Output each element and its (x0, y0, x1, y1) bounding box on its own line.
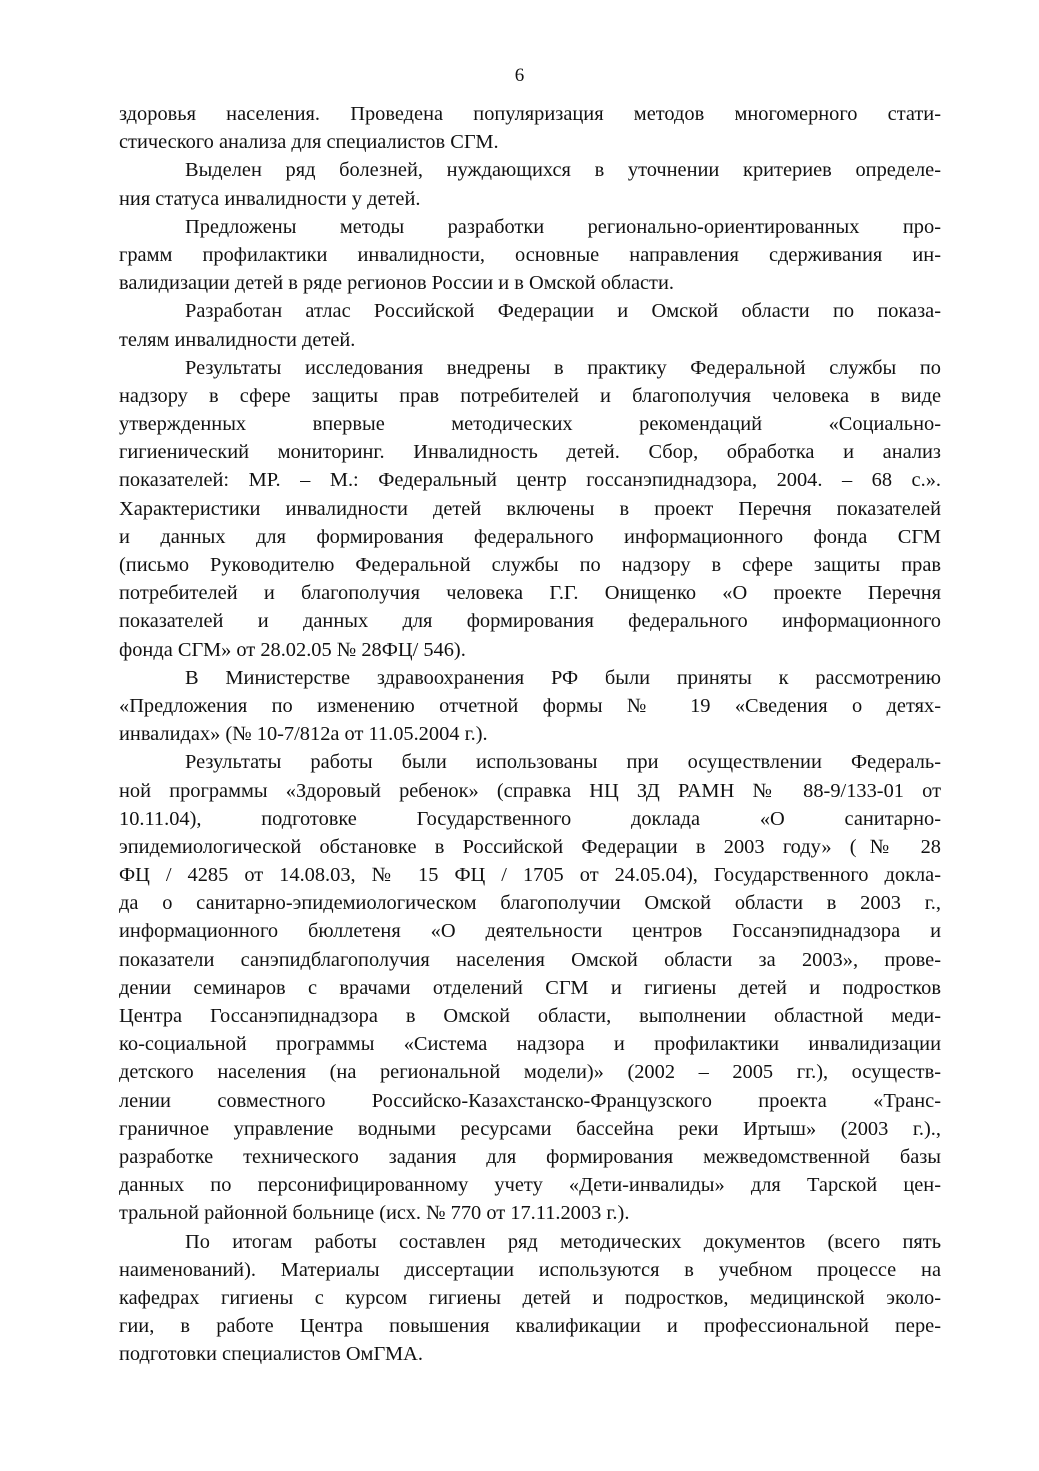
text-line: гии, в работе Центра повышения квалификации и профессиональной пере- (119, 1315, 941, 1338)
text-line: стического анализа для специалистов СГМ. (119, 131, 499, 154)
text-line: разработке технического задания для формирования межведомственной базы (119, 1145, 941, 1168)
text-line: детского населения (на региональной модели)» (2002 – 2005 гг.), осуществ- (119, 1061, 941, 1084)
text-line: грамм профилактики инвалидности, основные направления сдерживания ин- (119, 243, 941, 266)
text-line: инвалидах» (№ 10-7/812а от 11.05.2004 г.). (119, 723, 488, 746)
text-line: тральной районной больнице (исх. № 770 от 17.11.2003 г.). (119, 1202, 630, 1225)
text-line: информационного бюллетеня «О деятельности центров Госсанэпиднадзора и (119, 920, 941, 943)
paragraph (119, 297, 941, 353)
text-line: Результаты работы были использованы при осуществлении Федераль- (185, 751, 941, 774)
text-line: ко-социальной программы «Система надзора и профилактики инвалидизации (119, 1033, 941, 1056)
text-line: Центра Госсанэпиднадзора в Омской области, выполнении областной меди- (119, 1005, 941, 1027)
text-line: данных по персонифицированному учету «Дети-инвалиды» для Тарской цен- (119, 1174, 941, 1197)
text-line: Предложены методы разработки регионально-ориентированных про- (185, 215, 941, 238)
paragraph (119, 213, 941, 298)
paragraph (119, 1228, 941, 1369)
text-line: подготовки специалистов ОмГМА. (119, 1343, 423, 1366)
paragraph (119, 354, 941, 664)
text-line: ной программы «Здоровый ребенок» (справка НЦ ЗД РАМН № 88-9/133-01 от (119, 779, 941, 802)
paragraph (119, 100, 941, 156)
text-line: «Предложения по изменению отчетной формы № 19 «Сведения о детях- (119, 694, 941, 717)
text-line: показатели санэпидблагополучия населения Омской области за 2003», прове- (119, 948, 941, 971)
text-line: Выделен ряд болезней, нуждающихся в уточнении критериев определе- (185, 159, 941, 182)
text-line: показателей: МР. – М.: Федеральный центр госсанэпиднадзора, 2004. – 68 с.». (119, 469, 941, 492)
text-line: ФЦ / 4285 от 14.08.03, № 15 ФЦ / 1705 от 24.05.04), Государственного докла- (119, 864, 941, 887)
document-body (119, 100, 941, 1368)
text-line: надзору в сфере защиты прав потребителей и благополучия человека в виде (119, 384, 941, 407)
text-line: телям инвалидности детей. (119, 328, 356, 351)
text-line: да о санитарно-эпидемиологическом благополучии Омской области в 2003 г., (119, 892, 941, 915)
text-line: наименований). Материалы диссертации используются в учебном процессе на (119, 1258, 941, 1281)
text-line: здоровья населения. Проведена популяризация методов многомерного стати- (119, 103, 941, 125)
paragraph (119, 664, 941, 749)
text-line: и данных для формирования федерального информационного фонда СГМ (119, 525, 941, 548)
text-line: валидизации детей в ряде регионов России и в Омской области. (119, 272, 674, 295)
text-line: 10.11.04), подготовке Государственного доклада «О санитарно- (119, 807, 941, 830)
page-number: 6 (514, 65, 525, 86)
text-line: ния статуса инвалидности у детей. (119, 187, 421, 210)
text-line: потребителей и благополучия человека Г.Г. Онищенко «О проекте Перечня (119, 582, 941, 605)
text-line: По итогам работы составлен ряд методических документов (всего пять (185, 1230, 941, 1253)
paragraph (119, 748, 941, 1227)
text-line: (письмо Руководителю Федеральной службы по надзору в сфере защиты прав (119, 554, 941, 576)
paragraph (119, 156, 941, 212)
text-line: эпидемиологической обстановке в Российской Федерации в 2003 году» (№ 28 (119, 835, 941, 858)
text-line: гигиенический мониторинг. Инвалидность детей. Сбор, обработка и анализ (119, 441, 941, 464)
text-line: Разработан атлас Российской Федерации и Омской области по показа- (185, 300, 941, 323)
text-line: граничное управление водными ресурсами бассейна реки Иртыш» (2003 г.)., (119, 1117, 941, 1140)
text-line: Характеристики инвалидности детей включены в проект Перечня показателей (119, 497, 941, 520)
text-line: Результаты исследования внедрены в практику Федеральной службы по (185, 356, 941, 379)
text-line: кафедрах гигиены с курсом гигиены детей и подростков, медицинской эколо- (119, 1286, 941, 1309)
text-line: дении семинаров с врачами отделений СГМ и гигиены детей и подростков (119, 976, 941, 999)
text-line: фонда СГМ» от 28.02.05 № 28ФЦ/ 546). (119, 638, 466, 661)
text-line: показателей и данных для формирования федерального информационного (119, 610, 941, 633)
text-line: утвержденных впервые методических рекомендаций «Социально- (119, 413, 941, 436)
text-line: В Министерстве здравоохранения РФ были приняты к рассмотрению (185, 666, 941, 689)
text-line: лении совместного Российско-Казахстанско-Французского проекта «Транс- (119, 1089, 941, 1112)
